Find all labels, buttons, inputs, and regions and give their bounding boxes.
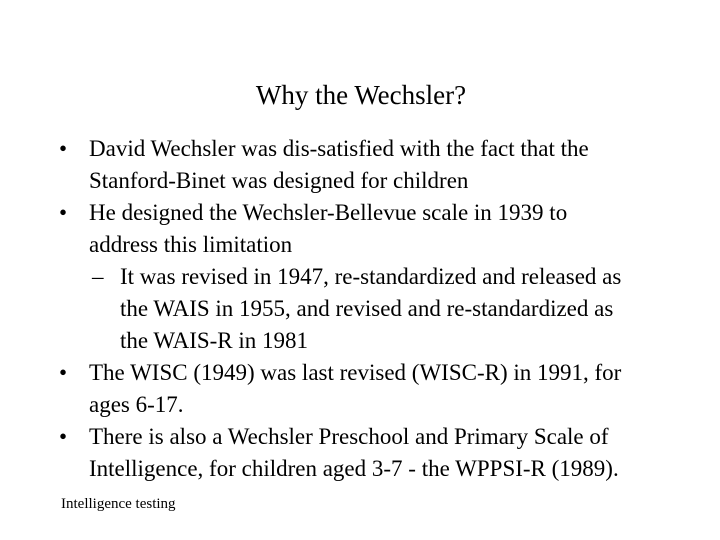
bullet-item xyxy=(0,421,720,485)
bullet-text-line: David Wechsler was dis-satisfied with the fact that the xyxy=(89,136,589,161)
sub-bullet-marker: – xyxy=(92,264,104,289)
bullet-text-line: address this limitation xyxy=(89,232,293,257)
bullet-text-line: There is also a Wechsler Preschool and Primary Scale of xyxy=(89,424,609,449)
bullet-text-line: The WISC (1949) was last revised (WISC-R) in 1991, for xyxy=(89,360,622,385)
bullet-text-line: the WAIS-R in 1981 xyxy=(120,328,309,353)
bullet-marker: • xyxy=(59,200,68,225)
bullet-text-line: He designed the Wechsler-Bellevue scale in 1939 to xyxy=(89,200,568,225)
sub-bullet-item xyxy=(0,261,720,357)
bullet-marker: • xyxy=(59,360,68,385)
bullet-marker: • xyxy=(59,136,68,161)
bullet-text-line: the WAIS in 1955, and revised and re-standardized as xyxy=(120,296,614,321)
bullet-item xyxy=(0,357,720,421)
footer-label: Intelligence testing xyxy=(61,496,176,512)
bullet-item xyxy=(0,197,720,261)
bullet-text-line: It was revised in 1947, re-standardized and released as xyxy=(120,264,622,289)
bullet-text-line: Stanford-Binet was designed for children xyxy=(89,168,469,193)
bullet-text-line: Intelligence, for children aged 3-7 - the WPPSI-R (1989). xyxy=(89,456,619,481)
bullet-text-line: ages 6-17. xyxy=(89,392,184,417)
bullet-marker: • xyxy=(59,424,68,449)
bullet-item xyxy=(0,133,720,197)
slide-title: Why the Wechsler? xyxy=(255,80,467,110)
bullet-list xyxy=(0,133,720,485)
